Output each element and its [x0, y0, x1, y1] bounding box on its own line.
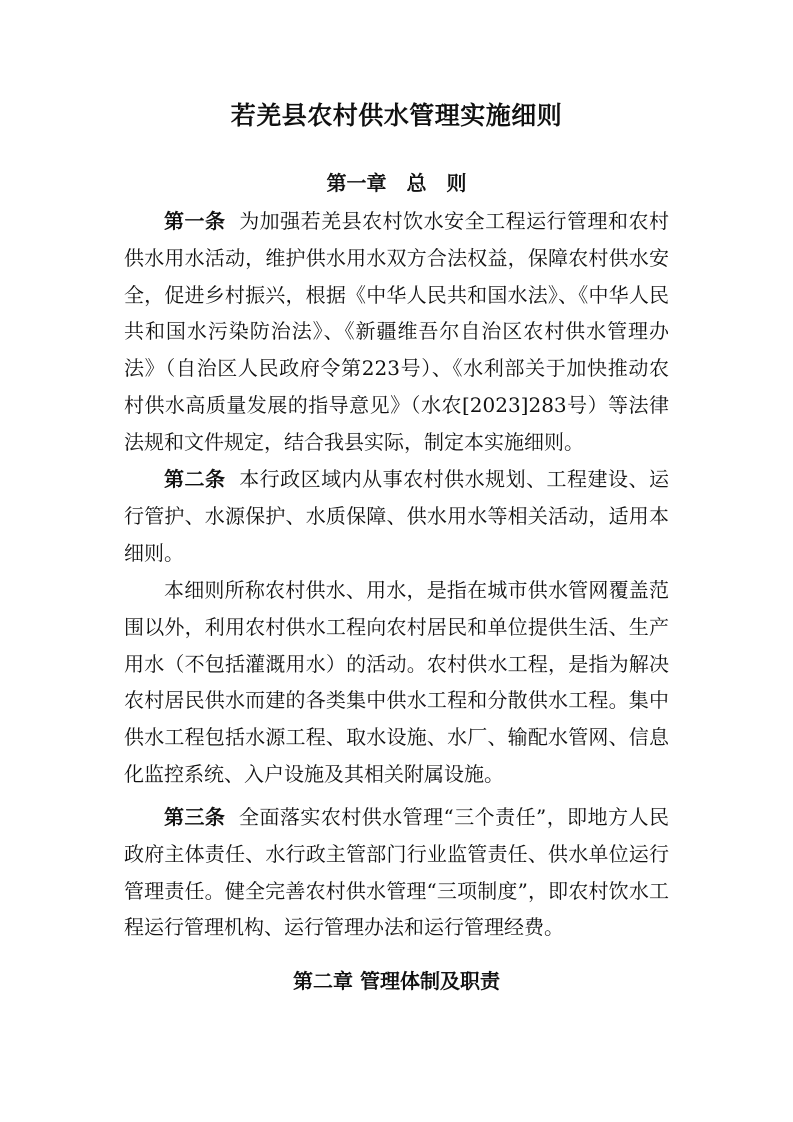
- document-title: 若羌县农村供水管理实施细则: [230, 101, 563, 130]
- chapter-heading-1: [0, 168, 793, 198]
- article-text: 本行政区域内从事农村供水规划、工程建设、运行管护、水源保护、水质保障、供水用水等相关活动，适用本细则。: [124, 467, 670, 565]
- chapter-number: 第一章: [326, 171, 387, 195]
- article-1: [124, 203, 669, 461]
- article-paragraph: [124, 799, 669, 946]
- article-text: 全面落实农村供水管理“三个责任”，即地方人民政府主体责任、水行政主管部门行业监管责任、供水单位运行管理责任。健全完善农村供水管理“三项制度”，即农村饮水工程运行管理机构、运行管理办法和运行管理经费。: [124, 805, 670, 940]
- article-paragraph: [124, 203, 669, 461]
- article-paragraph: [124, 461, 669, 571]
- body-paragraph: 本细则所称农村供水、用水，是指在城市供水管网覆盖范围以外，利用农村供水工程向农村居民和单位提供生活、生产用水（不包括灌溉用水）的活动。农村供水工程，是指为解决农村居民供水而建的各类集中供水工程和分散供水工程。集中供水工程包括水源工程、取水设施、水厂、输配水管网、信息化监控系统、入户设施及其相关附属设施。: [124, 578, 669, 786]
- article-label: 第三条: [164, 805, 226, 829]
- article-label: 第一条: [164, 209, 226, 233]
- article-2: [124, 461, 669, 571]
- article-3: [124, 799, 669, 946]
- chapter-name: 管理体制及职责: [359, 969, 500, 993]
- chapter-number: 第二章: [293, 969, 354, 993]
- article-2-paragraph-2: [124, 572, 669, 793]
- chapter-name: 总 则: [406, 171, 467, 195]
- chapter-heading-2: [0, 966, 793, 996]
- article-text: 为加强若羌县农村饮水安全工程运行管理和农村供水用水活动，维护供水用水双方合法权益，保障农村供水安全，促进乡村振兴，根据《中华人民共和国水法》、《中华人民共和国水污染防治法》、《新疆维吾尔自治区农村供水管理办法》（自治区人民政府令第223号）、《水利部关于加快推动农村供水高质量发展的指导意见》（水农[2023]283号）等法律法规和文件规定，结合我县实际，制定本实施细则。: [124, 209, 670, 454]
- article-label: 第二条: [164, 467, 226, 491]
